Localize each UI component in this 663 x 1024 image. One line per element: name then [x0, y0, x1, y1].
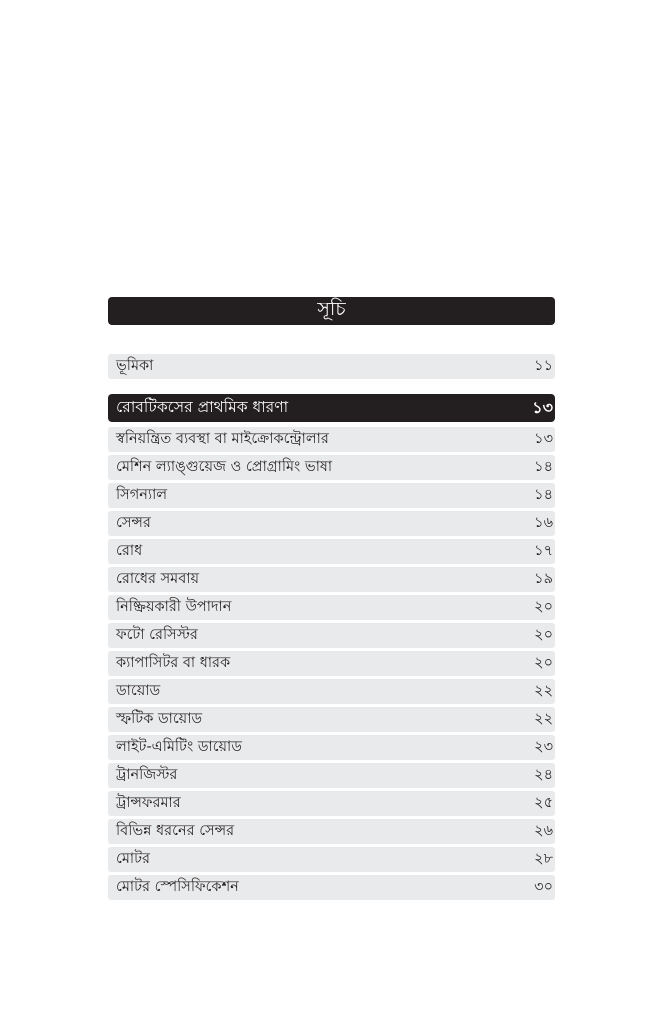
toc-entry-intro[interactable]: [108, 354, 555, 379]
entry-page: ২২: [534, 682, 553, 699]
entry-page: ১৪: [534, 458, 553, 475]
entry-label: নিষ্ক্রিয়কারী উপাদান: [116, 598, 232, 615]
entry-label: মোটর: [116, 850, 151, 867]
entry-page: ১৯: [534, 570, 553, 587]
entry-page: ২৩: [534, 738, 553, 755]
entry-label: সিগন্যাল: [116, 486, 168, 503]
entry-label: ফটো রেসিস্টর: [116, 626, 198, 643]
toc-entry[interactable]: [108, 819, 555, 844]
toc-entry[interactable]: [108, 427, 555, 452]
table-of-contents: [108, 297, 555, 903]
entry-page: ২০: [534, 598, 553, 615]
entry-page: ১৩: [534, 430, 553, 447]
chapter-page: ১৩: [532, 397, 553, 417]
chapter-label: রোবটিকসের প্রাথমিক ধারণা: [116, 398, 289, 416]
entry-label: সেন্সর: [116, 514, 151, 531]
entry-page: ১৪: [534, 486, 553, 503]
toc-entry[interactable]: [108, 875, 555, 900]
entry-label: ট্রান্সফরমার: [116, 794, 181, 811]
entry-page: ২৫: [534, 794, 553, 811]
toc-entry[interactable]: [108, 847, 555, 872]
toc-entry[interactable]: [108, 651, 555, 676]
toc-entry[interactable]: [108, 567, 555, 592]
toc-entry[interactable]: [108, 791, 555, 816]
toc-entry[interactable]: [108, 455, 555, 480]
entry-page: ১৭: [534, 542, 553, 559]
toc-entry[interactable]: [108, 483, 555, 508]
entry-page: ১৬: [534, 514, 553, 531]
entry-page: ২০: [534, 654, 553, 671]
entry-page: ২৪: [534, 766, 553, 783]
entry-page: ১১: [534, 357, 553, 374]
entry-page: ২০: [534, 626, 553, 643]
toc-entry[interactable]: [108, 763, 555, 788]
toc-entry[interactable]: [108, 623, 555, 648]
entry-label: স্ফটিক ডায়োড: [116, 710, 203, 727]
toc-entry[interactable]: [108, 511, 555, 536]
entry-label: ভূমিকা: [116, 357, 154, 374]
entry-page: ২৮: [534, 850, 553, 867]
entry-label: রোধ: [116, 542, 143, 559]
toc-entry[interactable]: [108, 735, 555, 760]
toc-entry[interactable]: [108, 595, 555, 620]
toc-chapter-heading[interactable]: [108, 394, 555, 422]
entry-label: মেশিন ল্যাঙ্গুয়েজ ও প্রোগ্রামিং ভাষা: [116, 458, 333, 475]
entry-label: বিভিন্ন ধরনের সেন্সর: [116, 822, 235, 839]
entry-label: ডায়োড: [116, 682, 161, 699]
entry-label: লাইট-এমিটিং ডায়োড: [116, 738, 242, 755]
toc-entry[interactable]: [108, 707, 555, 732]
entry-label: ক্যাপাসিটর বা ধারক: [116, 654, 231, 671]
toc-title: সূচি: [317, 298, 346, 320]
toc-entry[interactable]: [108, 679, 555, 704]
entry-label: রোধের সমবায়: [116, 570, 200, 587]
toc-entry[interactable]: [108, 539, 555, 564]
entry-label: ট্রানজিস্টর: [116, 766, 178, 783]
toc-title-bar: [108, 297, 555, 325]
entry-page: ২২: [534, 710, 553, 727]
entry-page: ২৬: [534, 822, 553, 839]
entry-label: মোটর স্পেসিফিকেশন: [116, 878, 239, 895]
entry-label: স্বনিয়ন্ত্রিত ব্যবস্থা বা মাইক্রোকন্ট্রোলার: [116, 430, 329, 447]
entry-page: ৩০: [534, 878, 553, 895]
